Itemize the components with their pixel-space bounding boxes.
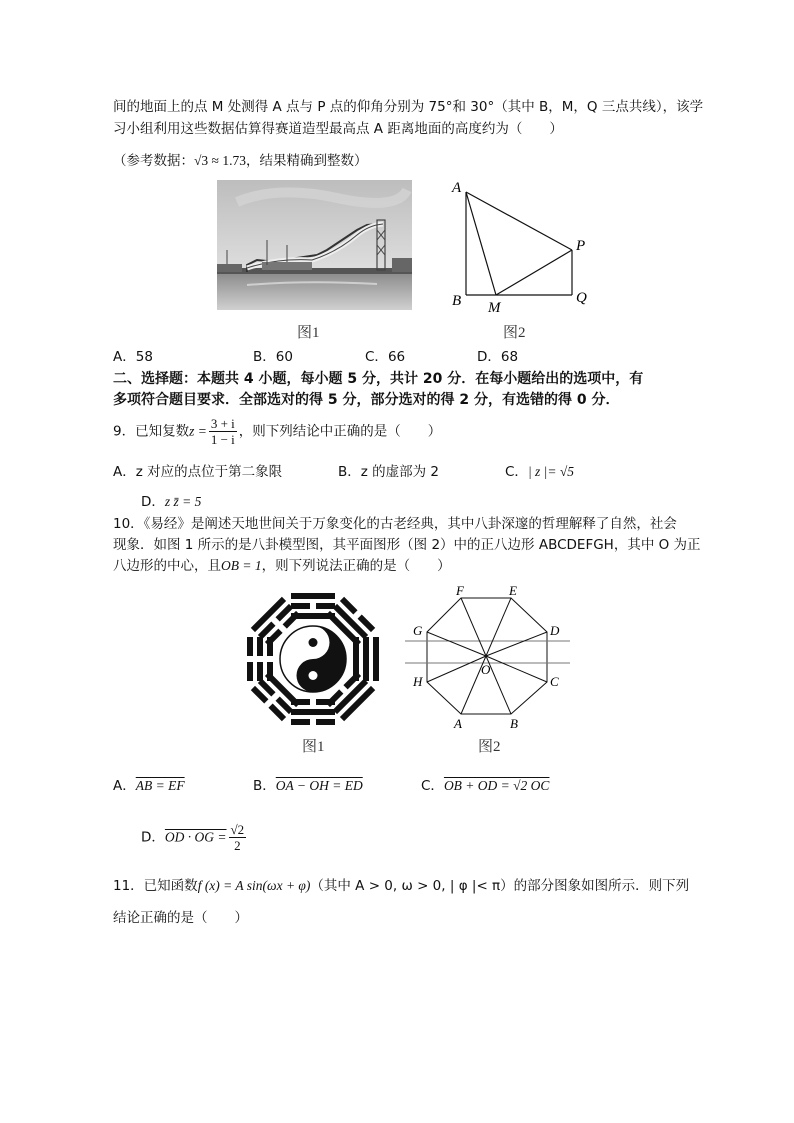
q10-option-d[interactable]: D．OD · OG = $\frac{√2}{2}$ xyxy=(141,822,245,853)
q8-option-b[interactable]: B．60 xyxy=(253,349,293,365)
q8-ref-suffix: ，结果精确到整数） xyxy=(245,153,368,169)
label-M: M xyxy=(488,300,501,316)
q9-prefix: 9．已知复数 xyxy=(113,423,190,440)
q9-option-a[interactable]: A．z 对应的点位于第二象限 xyxy=(113,464,283,480)
q8-text-line1: 间的地面上的点 M 处测得 A 点与 P 点的仰角分别为 75°和 30°（其中 B，M，Q 三点共线），该学 xyxy=(113,99,704,115)
q11-stem-line2: 结论正确的是（ ） xyxy=(113,910,248,926)
q9-stem xyxy=(113,416,441,447)
q10-option-c[interactable]: C．OB + OD = √2 OC xyxy=(421,778,550,794)
q9-option-b[interactable]: B．z 的虚部为 2 xyxy=(338,464,440,480)
label-P: P xyxy=(576,238,586,254)
q8-option-d[interactable]: D．68 xyxy=(477,349,519,365)
section2-heading-line2: 多项符合题目要求．全部选对的得 5 分，部分选对的得 2 分，有选错的得 0 分． xyxy=(113,392,620,408)
q8-fig1-caption: 图1 xyxy=(297,325,320,341)
section2-heading-line1: 二、选择题：本题共 4 小题，每小题 5 分，共计 20 分．在每小题给出的选项中，有 xyxy=(113,371,644,387)
octagon-label-d: D xyxy=(550,623,560,638)
label-B: B xyxy=(452,293,462,309)
q10-text-line2: 现象．如图 1 所示的是八卦模型图，其平面图形（图 2）中的正八边形 ABCDEFGH，其中 O 为正 xyxy=(113,537,701,553)
label-A: A xyxy=(452,180,462,196)
q9-option-d[interactable]: D．z z̄ = 5 xyxy=(141,494,202,510)
q10-text-line1: 10．《易经》是阐述天地世间关于万象变化的古老经典，其中八卦深邃的哲理解释了自然，社会 xyxy=(113,516,677,532)
q10-option-a[interactable]: A．AB = EF xyxy=(113,778,185,794)
q8-ref-prefix: （参考数据： xyxy=(113,153,194,169)
q8-option-a[interactable]: A．58 xyxy=(113,349,153,365)
q8-text-line2: 习小组利用这些数据估算得赛道造型最高点 A 距离地面的高度约为（ ） xyxy=(113,121,563,137)
q8-option-c[interactable]: C．66 xyxy=(365,349,406,365)
octagon-label-f: F xyxy=(456,583,464,598)
octagon-label-o: O xyxy=(481,662,491,677)
label-Q: Q xyxy=(576,290,587,306)
q9-frac-num: 3 + i xyxy=(210,416,235,431)
q8-geometry-figure xyxy=(448,178,598,318)
q9-fraction xyxy=(209,416,237,447)
q10-fig2-caption: 图2 xyxy=(478,739,501,755)
octagon-label-g: G xyxy=(413,623,423,638)
octagon-label-c: C xyxy=(550,674,559,689)
q8-ref-math: √3 ≈ 1.73 xyxy=(194,153,246,168)
q8-fig2-caption: 图2 xyxy=(503,325,526,341)
q9-z-eq: z = xyxy=(189,423,207,439)
bagua-figure xyxy=(244,590,382,728)
octagon-figure xyxy=(405,580,575,730)
q10-option-b[interactable]: B．OA − OH = ED xyxy=(253,778,363,794)
q9-suffix: ，则下列结论中正确的是（ ） xyxy=(238,423,442,440)
q10-fig1-caption: 图1 xyxy=(302,739,325,755)
octagon-label-b: B xyxy=(510,716,518,730)
q10-text-line3: 八边形的中心，且OB = 1，则下列说法正确的是（ ） xyxy=(113,558,451,574)
octagon-label-e: E xyxy=(509,583,517,598)
octagon-label-h: H xyxy=(413,674,423,689)
ski-jump-photo xyxy=(217,180,412,310)
q9-frac-den: 1 − i xyxy=(210,432,235,447)
q8-reference-data xyxy=(113,151,367,171)
octagon-label-a: A xyxy=(454,716,462,730)
q9-option-c[interactable]: C．| z |= √5 xyxy=(505,464,575,480)
q11-stem-line1: 11．已知函数f (x) = A sin(ωx + φ)（其中 A > 0, ω > 0, | φ |< π）的部分图象如图所示．则下列 xyxy=(113,878,690,894)
